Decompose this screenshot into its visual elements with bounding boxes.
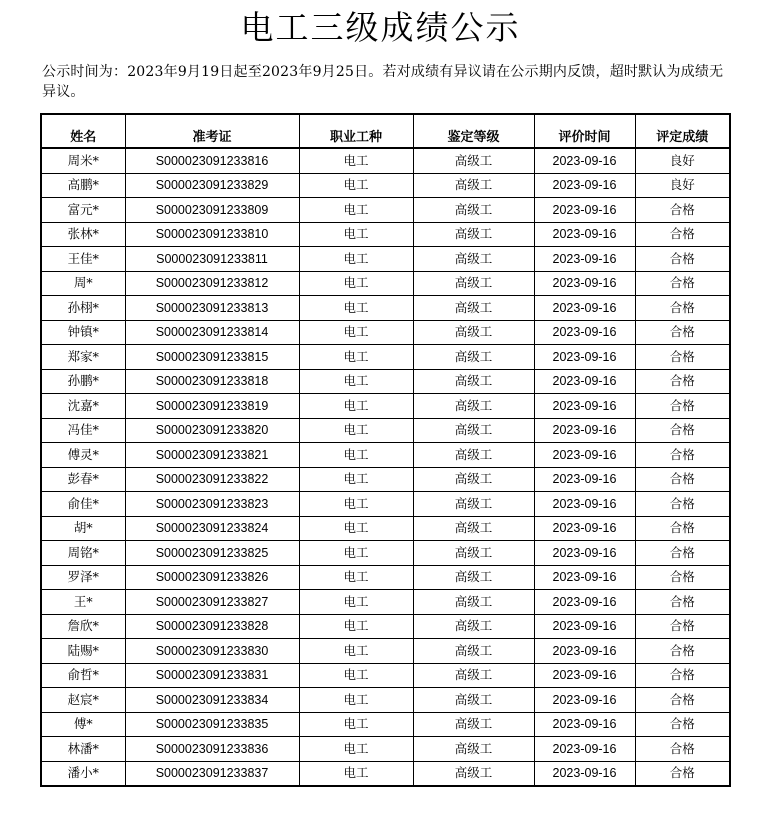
cell-trade: 电工 <box>299 173 413 198</box>
cell-name: 傅* <box>41 712 125 737</box>
cell-date: 2023-09-16 <box>534 761 635 786</box>
table-row <box>41 394 730 419</box>
cell-level: 高级工 <box>413 394 534 419</box>
cell-level: 高级工 <box>413 737 534 762</box>
grades-table <box>40 113 731 787</box>
cell-trade: 电工 <box>299 345 413 370</box>
cell-trade: 电工 <box>299 614 413 639</box>
cell-date: 2023-09-16 <box>534 247 635 272</box>
cell-exam-id: S000023091233820 <box>125 418 299 443</box>
cell-result: 合格 <box>635 737 730 762</box>
cell-name: 胡* <box>41 516 125 541</box>
cell-exam-id: S000023091233830 <box>125 639 299 664</box>
cell-result: 合格 <box>635 198 730 223</box>
cell-name: 富元* <box>41 198 125 223</box>
cell-exam-id: S000023091233834 <box>125 688 299 713</box>
cell-trade: 电工 <box>299 296 413 321</box>
cell-exam-id: S000023091233812 <box>125 271 299 296</box>
cell-level: 高级工 <box>413 296 534 321</box>
cell-level: 高级工 <box>413 198 534 223</box>
header-name: 姓名 <box>41 114 125 148</box>
cell-date: 2023-09-16 <box>534 467 635 492</box>
cell-date: 2023-09-16 <box>534 516 635 541</box>
cell-date: 2023-09-16 <box>534 198 635 223</box>
cell-exam-id: S000023091233823 <box>125 492 299 517</box>
cell-result: 合格 <box>635 394 730 419</box>
cell-name: 俞哲* <box>41 663 125 688</box>
cell-exam-id: S000023091233829 <box>125 173 299 198</box>
table-row <box>41 443 730 468</box>
cell-level: 高级工 <box>413 565 534 590</box>
cell-name: 张林* <box>41 222 125 247</box>
cell-result: 合格 <box>635 320 730 345</box>
cell-result: 合格 <box>635 688 730 713</box>
header-result: 评定成绩 <box>635 114 730 148</box>
cell-name: 林潘* <box>41 737 125 762</box>
cell-date: 2023-09-16 <box>534 369 635 394</box>
cell-exam-id: S000023091233825 <box>125 541 299 566</box>
cell-level: 高级工 <box>413 590 534 615</box>
cell-result: 合格 <box>635 443 730 468</box>
table-row <box>41 663 730 688</box>
cell-trade: 电工 <box>299 761 413 786</box>
cell-result: 合格 <box>635 541 730 566</box>
cell-exam-id: S000023091233822 <box>125 467 299 492</box>
table-body <box>41 148 730 786</box>
cell-trade: 电工 <box>299 516 413 541</box>
cell-date: 2023-09-16 <box>534 148 635 173</box>
cell-level: 高级工 <box>413 516 534 541</box>
cell-name: 罗泽* <box>41 565 125 590</box>
cell-date: 2023-09-16 <box>534 222 635 247</box>
cell-trade: 电工 <box>299 369 413 394</box>
cell-result: 合格 <box>635 614 730 639</box>
table-row <box>41 148 730 173</box>
cell-date: 2023-09-16 <box>534 712 635 737</box>
cell-exam-id: S000023091233826 <box>125 565 299 590</box>
table-row <box>41 296 730 321</box>
cell-name: 傅灵* <box>41 443 125 468</box>
cell-date: 2023-09-16 <box>534 737 635 762</box>
table-row <box>41 761 730 786</box>
cell-result: 合格 <box>635 271 730 296</box>
cell-level: 高级工 <box>413 148 534 173</box>
cell-level: 高级工 <box>413 492 534 517</box>
table-row <box>41 688 730 713</box>
cell-trade: 电工 <box>299 443 413 468</box>
cell-date: 2023-09-16 <box>534 173 635 198</box>
cell-exam-id: S000023091233814 <box>125 320 299 345</box>
cell-result: 合格 <box>635 467 730 492</box>
cell-exam-id: S000023091233811 <box>125 247 299 272</box>
cell-name: 周铭* <box>41 541 125 566</box>
cell-name: 王佳* <box>41 247 125 272</box>
cell-exam-id: S000023091233827 <box>125 590 299 615</box>
cell-name: 钟镇* <box>41 320 125 345</box>
cell-level: 高级工 <box>413 369 534 394</box>
cell-trade: 电工 <box>299 394 413 419</box>
cell-exam-id: S000023091233824 <box>125 516 299 541</box>
table-row <box>41 712 730 737</box>
cell-exam-id: S000023091233831 <box>125 663 299 688</box>
cell-level: 高级工 <box>413 688 534 713</box>
table-row <box>41 345 730 370</box>
cell-trade: 电工 <box>299 737 413 762</box>
cell-date: 2023-09-16 <box>534 663 635 688</box>
table-header <box>41 114 730 148</box>
cell-name: 彭春* <box>41 467 125 492</box>
cell-level: 高级工 <box>413 345 534 370</box>
cell-date: 2023-09-16 <box>534 320 635 345</box>
notice-text: 公示时间为：2023年9月19日起至2023年9月25日。若对成绩有异议请在公示期内反馈，超时默认为成绩无异议。 <box>42 64 724 100</box>
cell-result: 良好 <box>635 148 730 173</box>
cell-result: 合格 <box>635 712 730 737</box>
cell-level: 高级工 <box>413 173 534 198</box>
header-level: 鉴定等级 <box>413 114 534 148</box>
cell-exam-id: S000023091233821 <box>125 443 299 468</box>
table-row <box>41 320 730 345</box>
cell-trade: 电工 <box>299 541 413 566</box>
cell-date: 2023-09-16 <box>534 394 635 419</box>
cell-date: 2023-09-16 <box>534 590 635 615</box>
cell-trade: 电工 <box>299 247 413 272</box>
cell-trade: 电工 <box>299 222 413 247</box>
table-row <box>41 222 730 247</box>
cell-trade: 电工 <box>299 492 413 517</box>
cell-date: 2023-09-16 <box>534 443 635 468</box>
header-trade: 职业工种 <box>299 114 413 148</box>
table-row <box>41 247 730 272</box>
table-row <box>41 467 730 492</box>
cell-result: 合格 <box>635 761 730 786</box>
cell-name: 冯佳* <box>41 418 125 443</box>
cell-level: 高级工 <box>413 761 534 786</box>
cell-level: 高级工 <box>413 614 534 639</box>
cell-date: 2023-09-16 <box>534 614 635 639</box>
cell-level: 高级工 <box>413 712 534 737</box>
cell-level: 高级工 <box>413 663 534 688</box>
cell-name: 孙栩* <box>41 296 125 321</box>
cell-exam-id: S000023091233816 <box>125 148 299 173</box>
table-row <box>41 418 730 443</box>
header-row <box>41 114 730 148</box>
cell-result: 合格 <box>635 369 730 394</box>
cell-result: 合格 <box>635 296 730 321</box>
cell-name: 俞佳* <box>41 492 125 517</box>
cell-name: 孙鹏* <box>41 369 125 394</box>
cell-level: 高级工 <box>413 320 534 345</box>
cell-result: 合格 <box>635 345 730 370</box>
cell-level: 高级工 <box>413 222 534 247</box>
cell-result: 合格 <box>635 639 730 664</box>
table-row <box>41 271 730 296</box>
cell-level: 高级工 <box>413 247 534 272</box>
cell-trade: 电工 <box>299 198 413 223</box>
cell-name: 沈嘉* <box>41 394 125 419</box>
table-row <box>41 369 730 394</box>
cell-date: 2023-09-16 <box>534 345 635 370</box>
cell-trade: 电工 <box>299 320 413 345</box>
cell-level: 高级工 <box>413 418 534 443</box>
cell-name: 周米* <box>41 148 125 173</box>
cell-date: 2023-09-16 <box>534 418 635 443</box>
cell-name: 王* <box>41 590 125 615</box>
cell-trade: 电工 <box>299 565 413 590</box>
cell-result: 合格 <box>635 565 730 590</box>
cell-exam-id: S000023091233835 <box>125 712 299 737</box>
cell-name: 高鹏* <box>41 173 125 198</box>
cell-trade: 电工 <box>299 467 413 492</box>
table-row <box>41 639 730 664</box>
cell-exam-id: S000023091233836 <box>125 737 299 762</box>
page-title: 电工三级成绩公示 <box>240 8 521 47</box>
cell-level: 高级工 <box>413 467 534 492</box>
cell-result: 合格 <box>635 492 730 517</box>
cell-name: 陆赐* <box>41 639 125 664</box>
cell-result: 合格 <box>635 247 730 272</box>
cell-trade: 电工 <box>299 712 413 737</box>
cell-trade: 电工 <box>299 663 413 688</box>
cell-date: 2023-09-16 <box>534 271 635 296</box>
cell-level: 高级工 <box>413 541 534 566</box>
cell-exam-id: S000023091233810 <box>125 222 299 247</box>
cell-trade: 电工 <box>299 639 413 664</box>
cell-result: 合格 <box>635 663 730 688</box>
table-row <box>41 173 730 198</box>
header-date: 评价时间 <box>534 114 635 148</box>
table-row <box>41 614 730 639</box>
cell-exam-id: S000023091233815 <box>125 345 299 370</box>
table-row <box>41 590 730 615</box>
cell-date: 2023-09-16 <box>534 639 635 664</box>
cell-name: 郑家* <box>41 345 125 370</box>
cell-result: 合格 <box>635 222 730 247</box>
cell-name: 潘小* <box>41 761 125 786</box>
table-row <box>41 198 730 223</box>
table-row <box>41 492 730 517</box>
cell-level: 高级工 <box>413 639 534 664</box>
cell-trade: 电工 <box>299 271 413 296</box>
cell-exam-id: S000023091233809 <box>125 198 299 223</box>
cell-trade: 电工 <box>299 148 413 173</box>
cell-trade: 电工 <box>299 418 413 443</box>
table-row <box>41 565 730 590</box>
header-exam-id: 准考证 <box>125 114 299 148</box>
cell-date: 2023-09-16 <box>534 492 635 517</box>
cell-exam-id: S000023091233828 <box>125 614 299 639</box>
cell-exam-id: S000023091233813 <box>125 296 299 321</box>
cell-result: 合格 <box>635 516 730 541</box>
cell-level: 高级工 <box>413 271 534 296</box>
cell-level: 高级工 <box>413 443 534 468</box>
cell-trade: 电工 <box>299 688 413 713</box>
table-row <box>41 737 730 762</box>
cell-date: 2023-09-16 <box>534 541 635 566</box>
cell-result: 合格 <box>635 590 730 615</box>
cell-name: 詹欣* <box>41 614 125 639</box>
cell-result: 合格 <box>635 418 730 443</box>
cell-name: 周* <box>41 271 125 296</box>
cell-exam-id: S000023091233818 <box>125 369 299 394</box>
cell-exam-id: S000023091233819 <box>125 394 299 419</box>
cell-date: 2023-09-16 <box>534 296 635 321</box>
table-row <box>41 541 730 566</box>
cell-name: 赵宸* <box>41 688 125 713</box>
table-row <box>41 516 730 541</box>
cell-trade: 电工 <box>299 590 413 615</box>
cell-date: 2023-09-16 <box>534 565 635 590</box>
cell-result: 良好 <box>635 173 730 198</box>
cell-exam-id: S000023091233837 <box>125 761 299 786</box>
cell-date: 2023-09-16 <box>534 688 635 713</box>
